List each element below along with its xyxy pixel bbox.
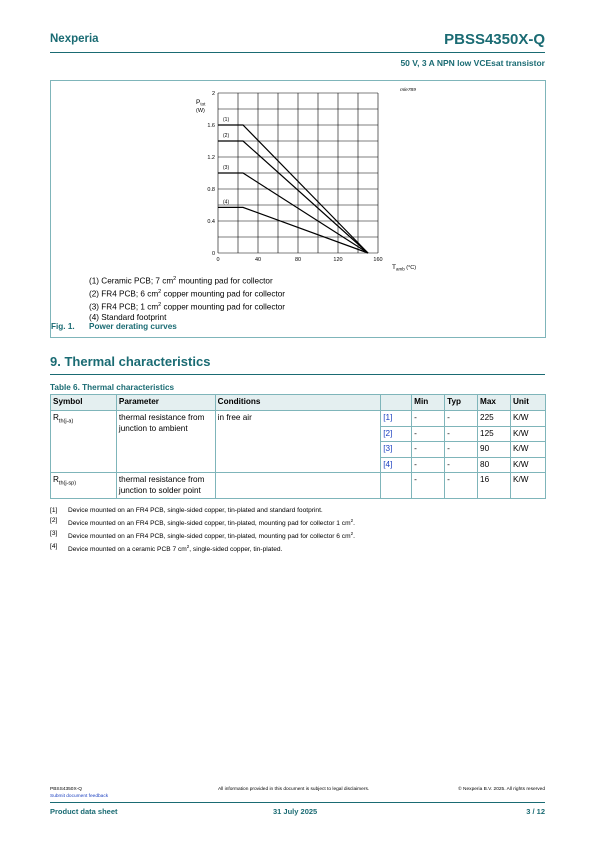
document-subtitle: 50 V, 3 A NPN low VCEsat transistor — [400, 58, 545, 68]
unit-cell: K/W — [511, 442, 546, 458]
x-tick-label: 80 — [294, 257, 302, 263]
footer-doc-type: Product data sheet — [50, 807, 118, 816]
section-title: 9. Thermal characteristics — [50, 354, 211, 369]
feedback-link[interactable]: Submit document feedback — [50, 794, 109, 799]
min-cell: - — [412, 426, 445, 442]
table-footnote: [3] Device mounted on an FR4 PCB, single-sided copper, tin-plated, mounting pad for collector 6 $cm^2$. — [50, 530, 355, 541]
header-conditions: Conditions — [215, 395, 381, 411]
figure-box — [50, 80, 546, 338]
unit-cell: K/W — [511, 457, 546, 473]
unit-cell: K/W — [511, 473, 546, 499]
unit-cell: K/W — [511, 411, 546, 427]
footnote-ref-link[interactable]: [4] — [381, 457, 412, 473]
header-ref — [381, 395, 412, 411]
figure-caption-text: Power derating curves — [89, 322, 177, 331]
table-footnote: [4] Device mounted on a ceramic PCB 7 $cm^2$, single-sided copper, tin-plated. — [50, 543, 283, 554]
x-axis-label: $T_{amb}$ $^{(^\circ C)}$ — [392, 264, 417, 271]
part-number: PBSS4350X-Q — [444, 31, 545, 48]
figure-number: Fig. 1. — [51, 322, 75, 331]
table-title: Table 6. Thermal characteristics — [50, 383, 175, 392]
min-cell: - — [412, 473, 445, 499]
series-label: (4) — [223, 199, 230, 206]
header-symbol: Symbol — [51, 395, 117, 411]
footnote-ref-link[interactable]: [3] — [381, 442, 412, 458]
header-parameter: Parameter — [116, 395, 215, 411]
footnote-ref-link[interactable]: [2] — [381, 426, 412, 442]
max-cell: 225 — [478, 411, 511, 427]
symbol-cell: $R_{th(j-sp)}$ — [51, 473, 117, 499]
table-footnote: [2] Device mounted on an FR4 PCB, single-sided copper, tin-plated, mounting pad for collector 1 $cm^2$. — [50, 517, 355, 528]
typ-cell: - — [445, 442, 478, 458]
series-line — [218, 141, 368, 253]
header-rule — [50, 52, 545, 53]
typ-cell: - — [445, 473, 478, 499]
typ-cell: - — [445, 457, 478, 473]
series-label: (2) — [223, 133, 230, 139]
brand-name: Nexperia — [50, 33, 99, 45]
typ-cell: - — [445, 426, 478, 442]
y-tick-labels — [207, 91, 215, 257]
header-min: Min — [412, 395, 445, 411]
typ-cell: - — [445, 411, 478, 427]
figure-notes — [89, 274, 285, 324]
table-footnotes — [50, 506, 355, 556]
max-cell: 16 — [478, 473, 511, 499]
unit-cell: K/W — [511, 426, 546, 442]
footer-page-number: 3 / 12 — [526, 807, 545, 816]
figure-caption — [51, 322, 177, 331]
min-cell: - — [412, 411, 445, 427]
max-cell: 90 — [478, 442, 511, 458]
section-rule — [50, 374, 545, 375]
footer-part-number: PBSS4350X-Q — [50, 787, 82, 792]
parameter-cell: thermal resistance from junction to ambient — [116, 411, 215, 473]
y-tick-label: 2 — [211, 91, 215, 97]
y-tick-label: 1.6 — [207, 123, 215, 129]
y-axis-unit: (W) — [196, 108, 205, 114]
y-tick-label: 0.8 — [207, 187, 215, 193]
figure-code: mle789 — [400, 88, 416, 93]
conditions-cell: in free air — [215, 411, 381, 473]
x-tick-label: 120 — [333, 257, 343, 263]
symbol-cell: $R_{th(j-a)}$ — [51, 411, 117, 473]
table-row — [51, 473, 546, 499]
x-tick-label: 0 — [216, 257, 220, 263]
table-header-row — [51, 395, 546, 411]
y-axis-label: $P_{tot}$ — [196, 99, 206, 107]
header-typ: Typ — [445, 395, 478, 411]
power-derating-chart — [196, 86, 436, 271]
series-label: (1) — [223, 117, 230, 123]
parameter-cell: thermal resistance from junction to solder point — [116, 473, 215, 499]
chart-series — [218, 117, 368, 253]
footer-copyright: © Nexperia B.V. 2025. All rights reserved — [458, 787, 545, 792]
footer-date: 31 July 2025 — [273, 807, 318, 816]
thermal-table — [50, 394, 546, 499]
max-cell: 125 — [478, 426, 511, 442]
figure-note: (4) Standard footprint — [89, 313, 167, 323]
footer-rule — [50, 802, 545, 803]
table-row — [51, 411, 546, 427]
x-tick-label: 40 — [254, 257, 262, 263]
min-cell: - — [412, 442, 445, 458]
header-unit: Unit — [511, 395, 546, 411]
table-footnote: [1] Device mounted on an FR4 PCB, single-sided copper, tin-plated and standard footprint. — [50, 507, 323, 514]
ref-cell — [381, 473, 412, 499]
x-tick-labels — [216, 257, 382, 263]
figure-note: (2) FR4 PCB; 6 $cm^2$ copper mounting pad for collector — [89, 289, 286, 299]
y-tick-label: 0 — [211, 251, 215, 257]
series-label: (3) — [223, 165, 230, 171]
y-tick-label: 0.4 — [207, 219, 215, 225]
y-tick-label: 1.2 — [207, 155, 215, 161]
max-cell: 80 — [478, 457, 511, 473]
figure-note: (3) FR4 PCB; 1 $cm^2$ copper mounting pad for collector — [89, 302, 286, 313]
figure-note: (1) Ceramic PCB; 7 $cm^2$ mounting pad for collector — [89, 276, 273, 286]
x-tick-label: 160 — [373, 257, 383, 263]
footer-legal: All information provided in this document is subject to legal disclaimers. — [218, 787, 370, 792]
min-cell: - — [412, 457, 445, 473]
conditions-cell — [215, 473, 381, 499]
footnote-ref-link[interactable]: [1] — [381, 411, 412, 427]
header-max: Max — [478, 395, 511, 411]
